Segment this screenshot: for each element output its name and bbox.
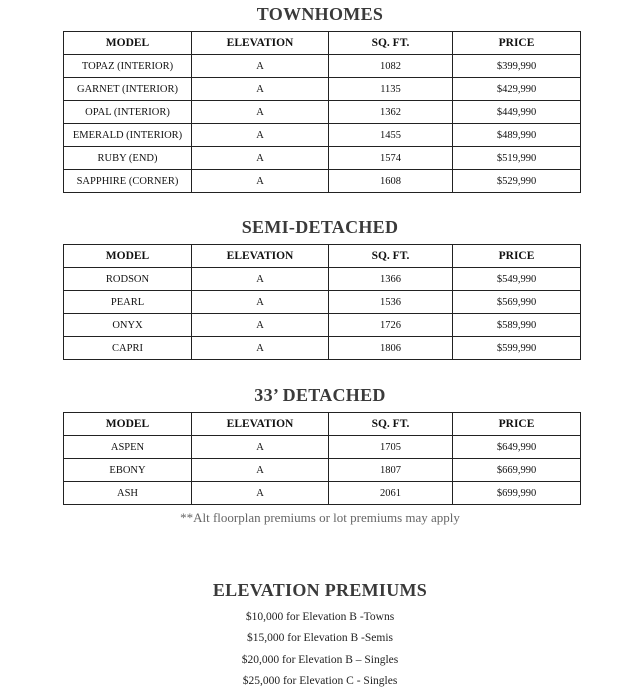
column-header-sqft: SQ. FT.: [329, 413, 453, 436]
cell-sqft: 1082: [329, 55, 453, 78]
cell-elevation: A: [192, 436, 329, 459]
cell-sqft: 1807: [329, 459, 453, 482]
cell-sqft: 1362: [329, 101, 453, 124]
cell-price: $589,990: [453, 314, 581, 337]
cell-elevation: A: [192, 337, 329, 360]
table-row: [64, 124, 581, 147]
cell-sqft: 1806: [329, 337, 453, 360]
detached-table: [63, 412, 581, 505]
premiums-note: **Alt floorplan premiums or lot premiums may apply: [180, 510, 460, 525]
cell-price: $599,990: [453, 337, 581, 360]
cell-model: ONYX: [64, 314, 192, 337]
cell-price: $529,990: [453, 170, 581, 193]
table-row: [64, 147, 581, 170]
cell-elevation: A: [192, 170, 329, 193]
cell-price: $449,990: [453, 101, 581, 124]
cell-model: ASPEN: [64, 436, 192, 459]
cell-elevation: A: [192, 459, 329, 482]
cell-model: ASH: [64, 482, 192, 505]
column-header-model: MODEL: [64, 245, 192, 268]
column-header-model: MODEL: [64, 32, 192, 55]
cell-price: $519,990: [453, 147, 581, 170]
townhomes-title: TOWNHOMES: [256, 4, 384, 24]
premium-item: $20,000 for Elevation B – Singles: [241, 653, 399, 666]
table-row: [64, 101, 581, 124]
cell-elevation: A: [192, 101, 329, 124]
cell-sqft: 1536: [329, 291, 453, 314]
table-row: [64, 170, 581, 193]
cell-sqft: 1726: [329, 314, 453, 337]
cell-elevation: A: [192, 482, 329, 505]
cell-elevation: A: [192, 55, 329, 78]
cell-model: RUBY (END): [64, 147, 192, 170]
cell-sqft: 1608: [329, 170, 453, 193]
cell-sqft: 1455: [329, 124, 453, 147]
table-row: [64, 291, 581, 314]
cell-elevation: A: [192, 78, 329, 101]
premium-item: $25,000 for Elevation C - Singles: [242, 674, 398, 687]
table-row: [64, 436, 581, 459]
cell-sqft: 1135: [329, 78, 453, 101]
cell-price: $699,990: [453, 482, 581, 505]
cell-elevation: A: [192, 124, 329, 147]
cell-sqft: 1574: [329, 147, 453, 170]
cell-model: OPAL (INTERIOR): [64, 101, 192, 124]
semi-detached-table: [63, 244, 581, 360]
premium-item: $15,000 for Elevation B -Semis: [247, 632, 393, 645]
cell-price: $549,990: [453, 268, 581, 291]
cell-elevation: A: [192, 147, 329, 170]
cell-model: EBONY: [64, 459, 192, 482]
elevation-premiums-title: ELEVATION PREMIUMS: [212, 580, 428, 600]
cell-sqft: 2061: [329, 482, 453, 505]
table-row: [64, 268, 581, 291]
cell-elevation: A: [192, 268, 329, 291]
townhomes-table: [63, 31, 581, 193]
column-header-sqft: SQ. FT.: [329, 245, 453, 268]
table-row: [64, 314, 581, 337]
cell-price: $489,990: [453, 124, 581, 147]
column-header-elevation: ELEVATION: [192, 32, 329, 55]
table-row: [64, 55, 581, 78]
column-header-model: MODEL: [64, 413, 192, 436]
table-header-row: [64, 245, 581, 268]
cell-price: $569,990: [453, 291, 581, 314]
cell-model: RODSON: [64, 268, 192, 291]
cell-elevation: A: [192, 291, 329, 314]
column-header-price: PRICE: [453, 32, 581, 55]
cell-model: GARNET (INTERIOR): [64, 78, 192, 101]
semi-detached-title: SEMI-DETACHED: [241, 217, 399, 237]
cell-model: TOPAZ (INTERIOR): [64, 55, 192, 78]
cell-model: PEARL: [64, 291, 192, 314]
cell-price: $399,990: [453, 55, 581, 78]
cell-sqft: 1705: [329, 436, 453, 459]
elevation-premiums-list: [0, 607, 640, 692]
column-header-elevation: ELEVATION: [192, 413, 329, 436]
column-header-price: PRICE: [453, 413, 581, 436]
cell-model: EMERALD (INTERIOR): [64, 124, 192, 147]
column-header-elevation: ELEVATION: [192, 245, 329, 268]
table-row: [64, 482, 581, 505]
table-header-row: [64, 413, 581, 436]
table-row: [64, 78, 581, 101]
detached-title: 33’ DETACHED: [254, 385, 386, 405]
cell-price: $669,990: [453, 459, 581, 482]
table-row: [64, 459, 581, 482]
cell-model: CAPRI: [64, 337, 192, 360]
table-header-row: [64, 32, 581, 55]
column-header-price: PRICE: [453, 245, 581, 268]
cell-elevation: A: [192, 314, 329, 337]
premium-item: $10,000 for Elevation B -Towns: [245, 611, 395, 623]
cell-price: $649,990: [453, 436, 581, 459]
cell-sqft: 1366: [329, 268, 453, 291]
table-row: [64, 337, 581, 360]
cell-price: $429,990: [453, 78, 581, 101]
cell-model: SAPPHIRE (CORNER): [64, 170, 192, 193]
column-header-sqft: SQ. FT.: [329, 32, 453, 55]
